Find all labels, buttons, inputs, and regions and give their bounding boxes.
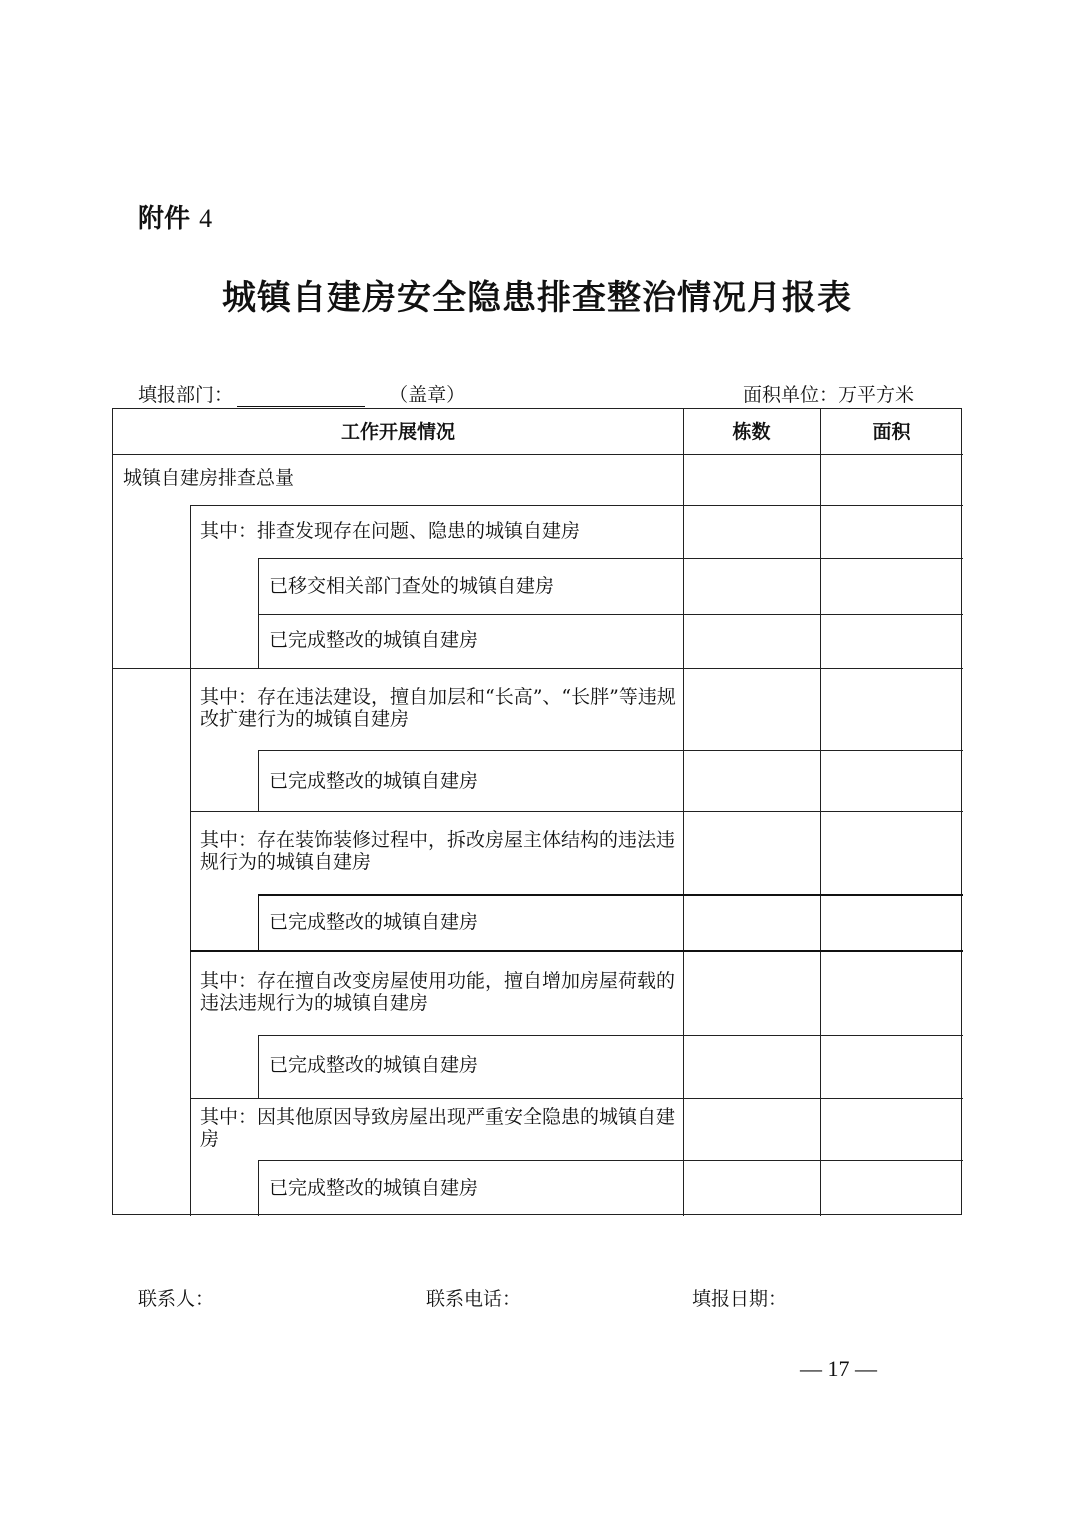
indent1-divider [190,505,191,1216]
row-label-rectified: 已完成整改的城镇自建房 [269,1177,479,1199]
indent2-divider-e [258,1160,259,1216]
page-title: 城镇自建房安全隐患排查整治情况月报表 [222,278,852,318]
row-label-total: 城镇自建房排查总量 [123,467,295,489]
indent2-divider-c [258,894,259,950]
header-area: 面积 [872,421,911,443]
row-line [190,811,963,812]
indent2-divider-d [258,1035,259,1098]
row-line [258,614,963,615]
row-label-other-hazards: 其中：因其他原因导致房屋出现严重安全隐患的城镇自建房 [200,1106,676,1150]
indent2-divider-b [258,750,259,811]
row-line [258,1160,963,1161]
header-work-status: 工作开展情况 [340,421,455,443]
department-field [138,380,465,407]
header-building-count: 栋数 [732,421,771,443]
row-label-rectified: 已完成整改的城镇自建房 [269,911,479,933]
seal-label: （盖章） [389,384,466,406]
row-line [258,558,963,559]
row-label-hazards-found: 其中：排查发现存在问题、隐患的城镇自建房 [200,520,581,542]
page-number: — 17 — [800,1356,877,1381]
attachment-label [138,198,212,235]
row-label-use-change: 其中：存在擅自改变房屋使用功能，擅自增加房屋荷载的违法违规行为的城镇自建房 [200,970,676,1014]
row-label-rectified: 已完成整改的城镇自建房 [269,1054,479,1076]
department-label: 填报部门： [138,384,234,406]
row-line [113,454,963,455]
date-label: 填报日期： [692,1288,788,1310]
row-line [258,750,963,751]
col-divider-count [683,409,684,1216]
row-label-rectified: 已完成整改的城镇自建房 [269,629,479,651]
row-label-illegal-construction: 其中：存在违法建设，擅自加层和“长高”、“长胖”等违规改扩建行为的城镇自建房 [200,686,676,730]
row-line [258,1035,963,1036]
row-label-structure-alteration: 其中：存在装饰装修过程中，拆改房屋主体结构的违法违规行为的城镇自建房 [200,829,676,873]
col-divider-area [820,409,821,1216]
indent2-divider-a [258,558,259,668]
phone-label: 联系电话： [426,1288,522,1310]
area-unit-label: 面积单位：万平方米 [742,384,914,406]
department-blank[interactable] [237,388,365,407]
row-line [258,894,963,896]
attachment-number: 4 [199,204,213,233]
row-line [113,668,963,669]
attachment-label-text: 附件 [138,204,191,234]
row-line [190,505,963,506]
row-label-transferred: 已移交相关部门查处的城镇自建房 [269,575,555,597]
row-label-rectified: 已完成整改的城镇自建房 [269,770,479,792]
row-line [190,950,963,952]
contact-label: 联系人： [138,1288,215,1310]
report-table [112,408,962,1215]
row-line [190,1098,963,1099]
